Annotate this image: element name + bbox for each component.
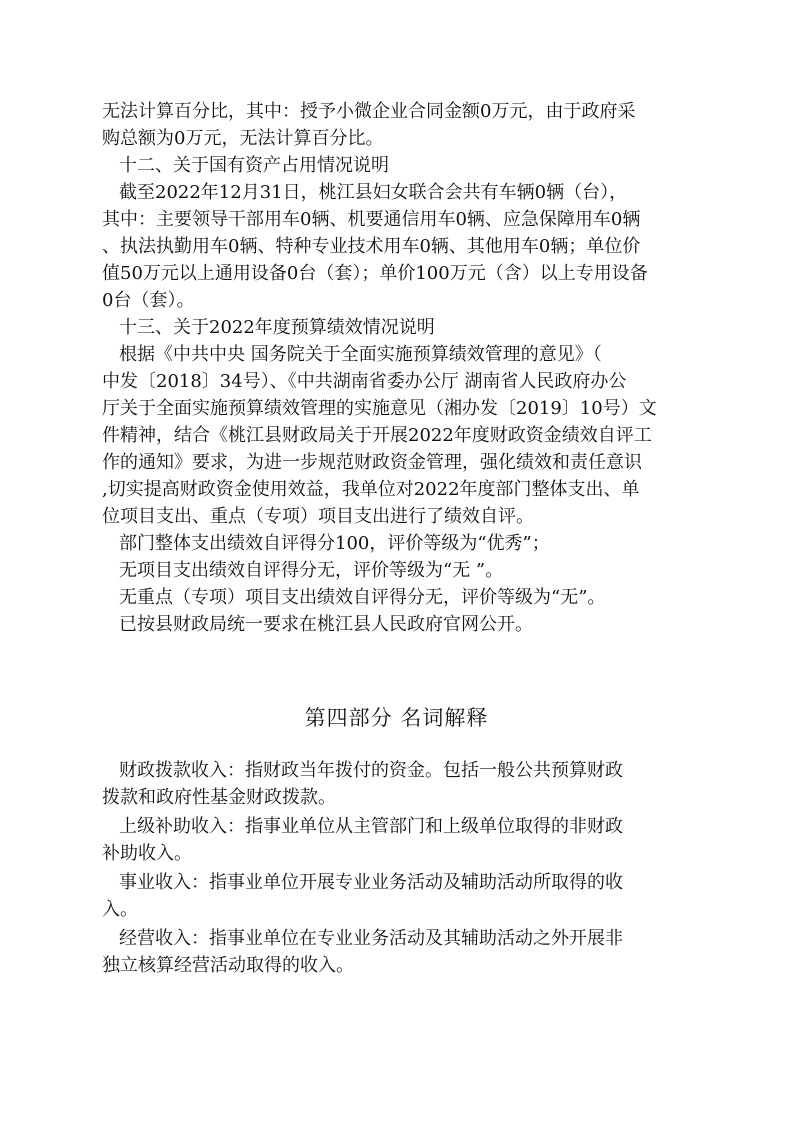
heading-text: 十二、关于国有资产占用情况说明 — [119, 155, 389, 176]
section-heading-13 — [102, 314, 702, 341]
text-line: 截至2022年12月31日，桃江县妇女联合会共有车辆0辆（台）， — [119, 182, 628, 203]
text-line: 部门整体支出绩效自评得分100，评价等级为“优秀”； — [119, 533, 550, 554]
text-line: 事业收入：指事业单位开展专业业务活动及辅助活动所取得的收 — [119, 872, 623, 893]
glossary-superior-subsidy — [102, 813, 702, 867]
text-line: 无重点（专项）项目支出绩效自评得分无，评价等级为“无”。 — [119, 587, 606, 608]
text-line: 件精神，结合《桃江县财政局关于开展2022年度财政资金绩效自评工 — [102, 425, 652, 446]
glossary-fiscal-appropriation — [102, 757, 702, 811]
paragraph-score-key-project — [102, 584, 702, 611]
glossary-operating-income — [102, 925, 702, 979]
paragraph-publication — [102, 611, 702, 638]
paragraph-performance — [102, 341, 702, 530]
text-line: 0台（套）。 — [102, 290, 195, 311]
part-four-title: 第四部分 名词解释 — [304, 706, 489, 730]
paragraph-asset-usage — [102, 179, 702, 314]
text-line: 无项目支出绩效自评得分无，评价等级为“无 ”。 — [119, 560, 504, 581]
text-line: 拨款和政府性基金财政拨款。 — [102, 787, 336, 808]
text-line: 上级补助收入：指事业单位从主管部门和上级单位取得的非财政 — [119, 816, 623, 837]
text-line: ,切实提高财政资金使用效益，我单位对2022年度部门整体支出、单 — [102, 479, 640, 500]
text-line: 根据《中共中央 国务院关于全面实施预算绩效管理的意见》（ — [119, 344, 602, 365]
text-line: 独立核算经营活动取得的收入。 — [102, 955, 354, 976]
text-line: 无法计算百分比，其中：授予小微企业合同金额0万元，由于政府采 — [102, 101, 636, 122]
text-line: 其中：主要领导干部用车0辆、机要通信用车0辆、应急保障用车0辆 — [102, 209, 641, 230]
text-line: 厅关于全面实施预算绩效管理的实施意见（湘办发〔2019〕10号）文 — [102, 398, 657, 419]
text-line: 作的通知》要求，为进一步规范财政资金管理，强化绩效和责任意识 — [102, 452, 642, 473]
text-line: 经营收入：指事业单位在专业业务活动及其辅助活动之外开展非 — [119, 928, 623, 949]
text-line: 中发〔2018〕34号）、《中共湖南省委办公厅 湖南省人民政府办公 — [102, 371, 627, 392]
text-line: 、执法执勤用车0辆、特种专业技术用车0辆、其他用车0辆；单位价 — [102, 236, 641, 257]
section-heading-12 — [102, 152, 702, 179]
text-line: 位项目支出、重点（专项）项目支出进行了绩效自评。 — [102, 506, 534, 527]
text-line: 财政拨款收入：指财政当年拨付的资金。包括一般公共预算财政 — [119, 760, 623, 781]
paragraph-procurement-continued — [102, 98, 702, 152]
glossary-business-income — [102, 869, 702, 923]
text-line: 值50万元以上通用设备0台（套）；单价100万元（含）以上专用设备 — [102, 263, 648, 284]
text-line: 购总额为0万元，无法计算百分比。 — [102, 128, 384, 149]
heading-text: 十三、关于2022年度预算绩效情况说明 — [119, 317, 435, 338]
text-line: 已按县财政局统一要求在桃江县人民政府官网公开。 — [119, 614, 533, 635]
paragraph-score-project — [102, 557, 702, 584]
text-line: 入。 — [102, 899, 138, 920]
paragraph-score-overall — [102, 530, 702, 557]
text-line: 补助收入。 — [102, 843, 192, 864]
